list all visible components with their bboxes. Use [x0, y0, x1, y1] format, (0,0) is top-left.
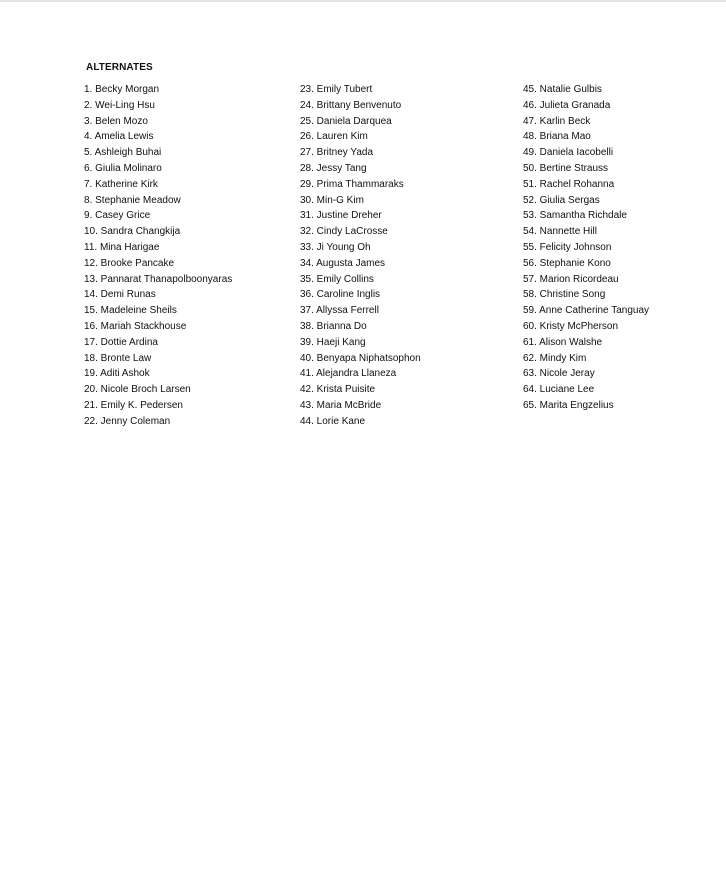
alternate-list-item: 27. Britney Yada [300, 147, 374, 159]
alternate-list-item: 1. Becky Morgan [84, 84, 160, 95]
alternate-list-item: 3. Belen Mozo [84, 115, 148, 127]
alternate-list-item: 62. Mindy Kim [523, 352, 587, 364]
alternate-list-item: 58. Christine Song [523, 289, 606, 301]
alternate-list-item: 33. Ji Young Oh [300, 241, 371, 253]
alternate-list-item: 55. Felicity Johnson [523, 241, 612, 253]
alternate-list-item: 14. Demi Runas [84, 289, 156, 301]
alternate-list-item: 12. Brooke Pancake [84, 257, 175, 269]
alternate-list-item: 30. Min-G Kim [300, 194, 364, 206]
alternate-list-item: 6. Giulia Molinaro [84, 162, 162, 174]
alternate-list-item: 32. Cindy LaCrosse [300, 226, 388, 238]
alternate-list-item: 38. Brianna Do [300, 320, 367, 332]
alternates-column-2 [300, 82, 421, 430]
alternate-list-item: 34. Augusta James [300, 257, 386, 269]
alternate-list-item: 50. Bertine Strauss [523, 162, 609, 174]
section-heading: ALTERNATES [86, 62, 153, 73]
alternate-list-item: 11. Mina Harigae [84, 241, 160, 253]
alternate-list-item: 43. Maria McBride [300, 399, 382, 411]
alternate-list-item: 53. Samantha Richdale [523, 210, 627, 222]
alternate-list-item: 61. Alison Walshe [523, 336, 603, 348]
alternate-list-item: 44. Lorie Kane [300, 415, 366, 427]
alternate-list-item: 42. Krista Puisite [300, 384, 376, 396]
alternate-list-item: 51. Rachel Rohanna [523, 178, 615, 190]
alternate-list-item: 24. Brittany Benvenuto [300, 99, 402, 111]
alternate-list-item: 57. Marion Ricordeau [523, 273, 619, 285]
alternate-list-item: 41. Alejandra Llaneza [300, 368, 397, 380]
alternate-list-item: 2. Wei-Ling Hsu [84, 99, 155, 111]
alternate-list-item: 19. Aditi Ashok [84, 368, 150, 380]
alternate-list-item: 20. Nicole Broch Larsen [84, 384, 191, 396]
alternate-list-item: 40. Benyapa Niphatsophon [300, 352, 421, 364]
alternate-list-item: 28. Jessy Tang [300, 162, 367, 174]
alternate-list-item: 25. Daniela Darquea [300, 115, 392, 127]
alternate-list-item: 47. Karlin Beck [523, 115, 591, 127]
page-top-border [0, 0, 726, 2]
alternate-list-item: 64. Luciane Lee [523, 384, 595, 396]
alternate-list-item: 4. Amelia Lewis [84, 131, 154, 143]
alternate-list-item: 52. Giulia Sergas [523, 194, 600, 206]
alternate-list-item: 17. Dottie Ardina [84, 336, 158, 348]
alternate-list-item: 59. Anne Catherine Tanguay [523, 305, 650, 317]
alternate-list-item: 7. Katherine Kirk [84, 178, 158, 190]
alternate-list-item: 48. Briana Mao [523, 131, 591, 143]
alternate-list-item: 5. Ashleigh Buhai [84, 147, 162, 159]
alternate-list-item: 63. Nicole Jeray [523, 368, 595, 380]
alternate-list-item: 65. Marita Engzelius [523, 399, 614, 411]
alternate-list-item: 36. Caroline Inglis [300, 289, 381, 301]
alternate-list-item: 16. Mariah Stackhouse [84, 320, 187, 332]
alternate-list-item: 10. Sandra Changkija [84, 226, 181, 238]
alternate-list-item: 56. Stephanie Kono [523, 257, 611, 269]
alternate-list-item: 46. Julieta Granada [523, 99, 611, 111]
alternate-list-item: 60. Kristy McPherson [523, 320, 619, 332]
alternate-list-item: 9. Casey Grice [84, 210, 151, 222]
alternate-list-item: 37. Allyssa Ferrell [300, 305, 379, 317]
alternate-list-item: 35. Emily Collins [300, 273, 374, 285]
alternates-column-3 [523, 82, 649, 414]
alternate-list-item: 21. Emily K. Pedersen [84, 399, 183, 411]
alternate-list-item: 13. Pannarat Thanapolboonyaras [84, 273, 233, 285]
alternate-list-item: 15. Madeleine Sheils [84, 305, 177, 317]
alternate-list-item: 29. Prima Thammaraks [300, 178, 404, 190]
alternate-list-item: 31. Justine Dreher [300, 210, 382, 222]
alternate-list-item: 49. Daniela Iacobelli [523, 147, 614, 159]
alternate-list-item: 8. Stephanie Meadow [84, 194, 181, 206]
alternate-list-item: 22. Jenny Coleman [84, 415, 171, 427]
alternate-list-item: 26. Lauren Kim [300, 131, 368, 143]
alternate-list-item: 18. Bronte Law [84, 352, 152, 364]
alternate-list-item: 23. Emily Tubert [300, 84, 373, 95]
alternate-list-item: 54. Nannette Hill [523, 226, 597, 238]
alternates-column-1 [84, 82, 232, 430]
alternate-list-item: 45. Natalie Gulbis [523, 84, 602, 95]
alternate-list-item: 39. Haeji Kang [300, 336, 366, 348]
